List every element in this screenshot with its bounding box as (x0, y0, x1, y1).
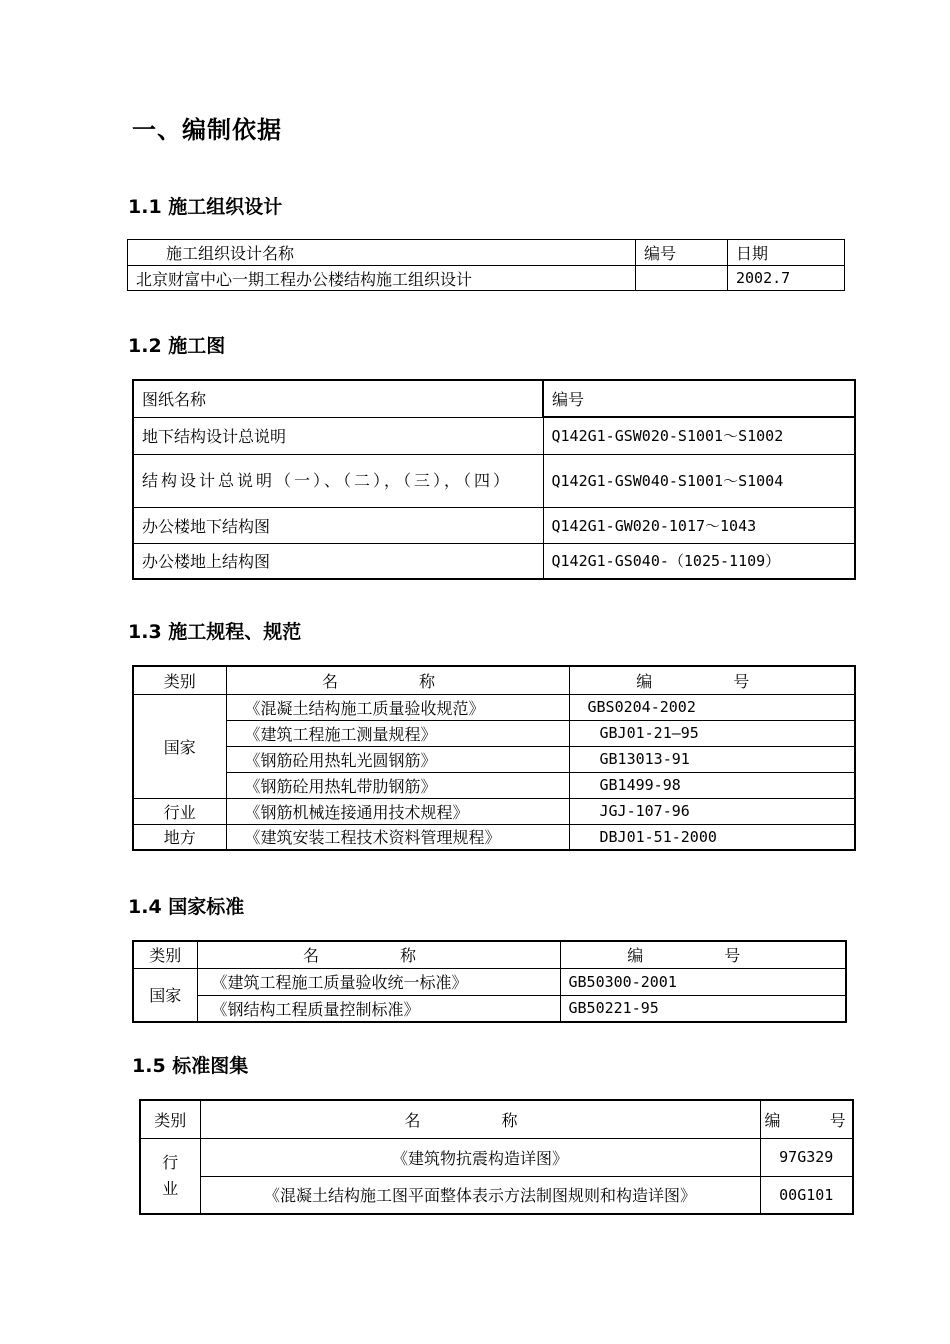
table-cell: 《钢筋砼用热轧带肋钢筋》 (226, 772, 569, 798)
table-cell: JGJ-107-96 (569, 798, 855, 824)
table-cell: 《钢结构工程质量控制标准》 (197, 995, 560, 1022)
table-header: 类别 (133, 941, 197, 968)
table-cell: 《钢筋砼用热轧光圆钢筋》 (226, 746, 569, 772)
section-heading-1-1: 1.1 施工组织设计 (128, 196, 283, 218)
table-cell: 2002.7 (728, 266, 845, 291)
table-cell: GBS0204-2002 (569, 694, 855, 720)
table-header: 编号 (636, 240, 728, 266)
category-cell: 国家 (133, 968, 197, 1022)
specification-table (132, 665, 856, 851)
category-cell: 国家 (133, 694, 226, 798)
table-header: 名 称 (197, 941, 560, 968)
table-cell: GB50300-2001 (560, 968, 846, 995)
table-cell: 《建筑物抗震构造详图》 (200, 1138, 760, 1176)
table-cell: 办公楼地上结构图 (133, 543, 543, 579)
national-standard-table (132, 940, 847, 1023)
category-cell: 行 业 (140, 1138, 200, 1214)
table-header: 编 号 (560, 941, 846, 968)
table-cell: Q142G1-GW020-1017～1043 (543, 507, 855, 543)
category-cell: 地方 (133, 824, 226, 850)
table-header: 施工组织设计名称 (128, 240, 636, 266)
table-header: 图纸名称 (133, 380, 543, 417)
table-cell: GB1499-98 (569, 772, 855, 798)
table-header: 编号 (543, 380, 855, 417)
section-heading-1-3: 1.3 施工规程、规范 (128, 621, 302, 643)
table-header: 编 号 (760, 1100, 853, 1138)
table-cell: 地下结构设计总说明 (133, 417, 543, 454)
org-design-table (127, 239, 845, 291)
table-cell: 《混凝土结构施工图平面整体表示方法制图规则和构造详图》 (200, 1176, 760, 1214)
category-cell: 行业 (133, 798, 226, 824)
table-cell: 结构设计总说明（一）、（二），（三），（四） (133, 454, 543, 507)
table-cell: 《钢筋机械连接通用技术规程》 (226, 798, 569, 824)
table-cell: Q142G1-GSW020-S1001～S1002 (543, 417, 855, 454)
page-title: 一、编制依据 (132, 116, 282, 144)
standard-atlas-table (139, 1099, 868, 1215)
table-cell: GB50221-95 (560, 995, 846, 1022)
table-cell: 《建筑工程施工测量规程》 (226, 720, 569, 746)
table-cell: GB13013-91 (569, 746, 855, 772)
table-header: 编 号 (569, 666, 855, 694)
table-cell: GBJ01-21—95 (569, 720, 855, 746)
section-heading-1-4: 1.4 国家标准 (128, 896, 245, 918)
section-heading-1-2: 1.2 施工图 (128, 335, 226, 357)
table-header: 名 称 (200, 1100, 760, 1138)
table-cell: Q142G1-GSW040-S1001～S1004 (543, 454, 855, 507)
section-heading-1-5: 1.5 标准图集 (132, 1055, 249, 1077)
table-cell: 北京财富中心一期工程办公楼结构施工组织设计 (128, 266, 636, 291)
table-cell: 办公楼地下结构图 (133, 507, 543, 543)
table-cell: 97G329 (760, 1138, 853, 1176)
table-header: 名 称 (226, 666, 569, 694)
table-cell: 《混凝土结构施工质量验收规范》 (226, 694, 569, 720)
table-header: 类别 (140, 1100, 200, 1138)
drawing-table (132, 379, 856, 580)
table-cell: DBJ01-51-2000 (569, 824, 855, 850)
table-header: 日期 (728, 240, 845, 266)
table-cell: 《建筑工程施工质量验收统一标准》 (197, 968, 560, 995)
table-cell (636, 266, 728, 291)
table-cell: 00G101 (760, 1176, 853, 1214)
table-cell: 《建筑安装工程技术资料管理规程》 (226, 824, 569, 850)
table-cell: Q142G1-GS040-（1025-1109） (543, 543, 855, 579)
table-header: 类别 (133, 666, 226, 694)
